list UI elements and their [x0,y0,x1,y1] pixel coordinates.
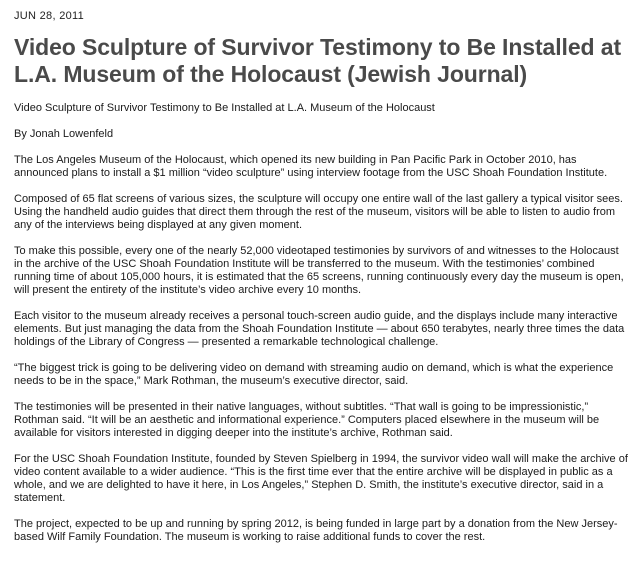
article-paragraph: To make this possible, every one of the nearly 52,000 videotaped testimonies by survivors of and witnesses to the Holocaust in the archive of the USC Shoah Foundation Institute will be transferred to the museum. With the testimonies’ combined running time of about 105,000 hours, it is estimated that the 65 screens, running continuously every day the museum is open, will present the entirety of the institute’s video archive every 10 months. [14,245,624,296]
article-paragraph: The Los Angeles Museum of the Holocaust, which opened its new building in Pan Pacific Park in October 2010, has announced plans to install a $1 million “video sculpture” using interview footage from the USC Shoah Foundation Institute. [14,154,608,179]
article-paragraph: For the USC Shoah Foundation Institute, founded by Steven Spielberg in 1994, the survivor video wall will make the archive of video content available to a wider audience. “This is the first time ever that the entire archive will be displayed in public as a whole, and we are delighted to have it here, in Los Angeles,” Stephen D. Smith, the institute’s executive director, said in a statement. [14,453,628,504]
article-paragraph: The project, expected to be up and running by spring 2012, is being funded in large part by a donation from the New Jersey-based Wilf Family Foundation. The museum is working to raise additional funds to cover the rest. [14,518,618,543]
article-paragraph: Each visitor to the museum already receives a personal touch-screen audio guide, and the displays include many interactive elements. But just managing the data from the Shoah Foundation Institute — about 650 terabytes, nearly three times the data holdings of the Library of Congress — presented a remarkable technological challenge. [14,310,625,348]
article-byline: By Jonah Lowenfeld [14,128,114,140]
article-subtitle: Video Sculpture of Survivor Testimony to Be Installed at L.A. Museum of the Holocaust [14,102,435,114]
article-paragraph: Composed of 65 flat screens of various sizes, the sculpture will occupy one entire wall of the last gallery a typical visitor sees. Using the handheld audio guides that direct them through the rest of the museum, visitors will be able to listen to audio from any of the interviews being displayed at any given moment. [14,193,623,231]
article-paragraph: The testimonies will be presented in their native languages, without subtitles. “That wall is going to be impressionistic,” Rothman said. “It will be an aesthetic and informational experience.” Computers placed elsewhere in the museum will be available for visitors interested in digging deeper into the institute’s archive, Rothman said. [14,401,600,439]
article-paragraph: “The biggest trick is going to be delivering video on demand with streaming audio on demand, which is what the experience needs to be in the space,” Mark Rothman, the museum’s executive director, said. [14,362,614,387]
article-page [14,10,630,557]
article-date: JUN 28, 2011 [14,10,85,22]
article-headline: Video Sculpture of Survivor Testimony to Be Installed at L.A. Museum of the Holocaust (Jewish Journal) [14,34,622,87]
